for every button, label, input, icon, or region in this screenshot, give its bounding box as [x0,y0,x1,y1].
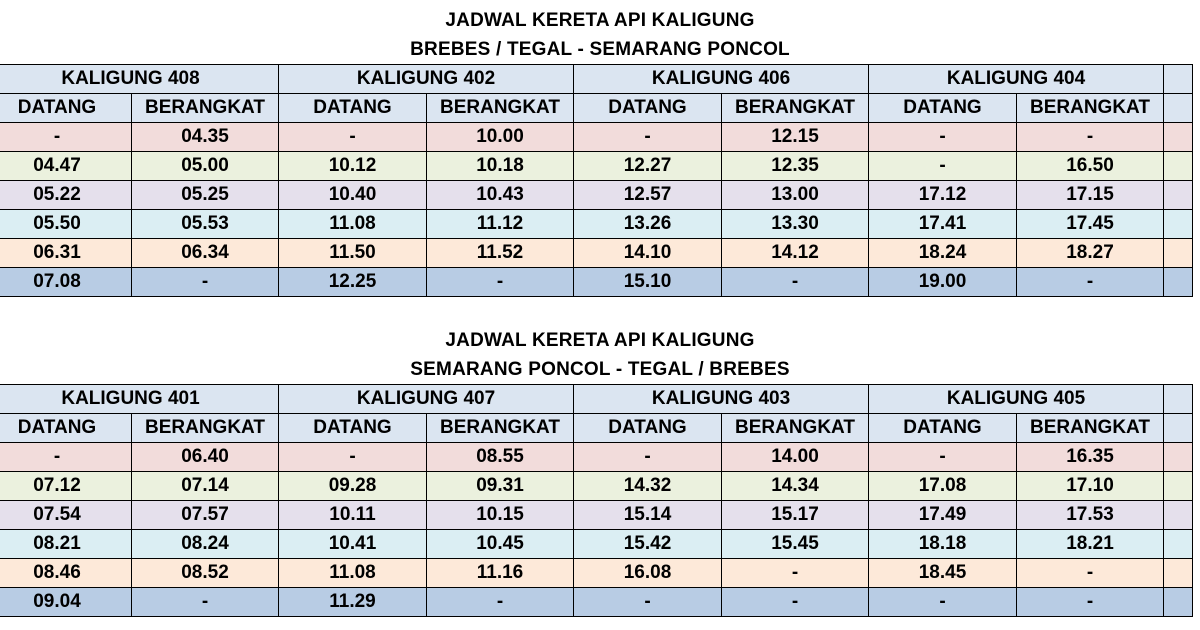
depart-time-cell: 10.43 [427,181,574,210]
table-cell [1164,152,1193,181]
table-cell [1164,588,1193,617]
arrive-time-cell: 17.12 [869,181,1017,210]
arrive-time-cell: 12.57 [574,181,722,210]
arrive-time-cell: 19.00 [869,268,1017,297]
depart-time-cell: - [1017,588,1164,617]
arrive-time-cell: 18.24 [869,239,1017,268]
depart-column-header: BERANGKAT [1017,414,1164,443]
arrive-column-header: DATANG [869,94,1017,123]
schedule-table [0,384,1193,617]
table-cell [1164,210,1193,239]
arrive-time-cell: 18.45 [869,559,1017,588]
depart-time-cell: 11.12 [427,210,574,239]
arrive-time-cell: 10.11 [279,501,427,530]
arrive-time-cell: - [869,443,1017,472]
arrive-column-header: DATANG [279,94,427,123]
depart-time-cell: 17.15 [1017,181,1164,210]
depart-time-cell: 07.14 [132,472,279,501]
arrive-time-cell: 10.12 [279,152,427,181]
train-name-header: KALIGUNG 401 [0,385,279,414]
arrive-time-cell: 15.14 [574,501,722,530]
depart-time-cell: 15.17 [722,501,869,530]
arrive-time-cell: 08.46 [0,559,132,588]
arrive-time-cell: - [574,588,722,617]
table-row [0,443,1193,472]
train-name-header: KALIGUNG 402 [279,65,574,94]
arrive-time-cell: 07.12 [0,472,132,501]
table-row [0,123,1193,152]
table-row [0,268,1193,297]
column-label-row [0,414,1193,443]
depart-time-cell: 06.40 [132,443,279,472]
table-row [0,152,1193,181]
table-cell [1164,65,1193,94]
table-cell [1164,181,1193,210]
depart-time-cell: - [427,268,574,297]
train-name-header: KALIGUNG 406 [574,65,869,94]
arrive-time-cell: 17.41 [869,210,1017,239]
arrive-time-cell: - [574,123,722,152]
table-cell [1164,268,1193,297]
arrive-time-cell: - [279,123,427,152]
arrive-column-header: DATANG [0,414,132,443]
depart-time-cell: - [1017,559,1164,588]
arrive-time-cell: 07.08 [0,268,132,297]
arrive-time-cell: 11.08 [279,559,427,588]
arrive-time-cell: 18.18 [869,530,1017,559]
schedule-title: JADWAL KERETA API KALIGUNG [445,330,755,351]
schedule-table [0,64,1193,297]
depart-time-cell: 16.35 [1017,443,1164,472]
train-name-header: KALIGUNG 403 [574,385,869,414]
route-subtitle: SEMARANG PONCOL - TEGAL / BREBES [410,359,790,380]
arrive-time-cell: 09.04 [0,588,132,617]
table-cell [1164,501,1193,530]
arrive-time-cell: 04.47 [0,152,132,181]
depart-column-header: BERANGKAT [1017,94,1164,123]
table-cell [1164,123,1193,152]
arrive-time-cell: 08.21 [0,530,132,559]
depart-time-cell: - [722,268,869,297]
depart-time-cell: 10.15 [427,501,574,530]
depart-time-cell: 13.00 [722,181,869,210]
depart-time-cell: 12.35 [722,152,869,181]
depart-time-cell: 13.30 [722,210,869,239]
table-row [0,501,1193,530]
arrive-time-cell: 05.22 [0,181,132,210]
arrive-time-cell: 05.50 [0,210,132,239]
depart-time-cell: 17.45 [1017,210,1164,239]
depart-column-header: BERANGKAT [427,94,574,123]
arrive-time-cell: 11.29 [279,588,427,617]
depart-time-cell: - [1017,268,1164,297]
depart-time-cell: 18.27 [1017,239,1164,268]
table-cell [1164,530,1193,559]
route-subtitle: BREBES / TEGAL - SEMARANG PONCOL [410,39,790,60]
arrive-time-cell: 10.40 [279,181,427,210]
arrive-time-cell: - [279,443,427,472]
depart-time-cell: 12.15 [722,123,869,152]
table-row [0,239,1193,268]
arrive-time-cell: 14.32 [574,472,722,501]
arrive-time-cell: 16.08 [574,559,722,588]
train-name-row [0,65,1193,94]
train-name-header: KALIGUNG 408 [0,65,279,94]
table-cell [1164,239,1193,268]
depart-column-header: BERANGKAT [132,94,279,123]
table-cell [1164,443,1193,472]
arrive-time-cell: 13.26 [574,210,722,239]
arrive-column-header: DATANG [574,94,722,123]
depart-column-header: BERANGKAT [722,94,869,123]
depart-time-cell: 15.45 [722,530,869,559]
table-row [0,181,1193,210]
arrive-column-header: DATANG [0,94,132,123]
arrive-time-cell: 10.41 [279,530,427,559]
train-name-row [0,385,1193,414]
depart-time-cell: 10.00 [427,123,574,152]
depart-column-header: BERANGKAT [722,414,869,443]
arrive-time-cell: 11.50 [279,239,427,268]
train-name-header: KALIGUNG 405 [869,385,1164,414]
table-cell [1164,559,1193,588]
arrive-time-cell: 11.08 [279,210,427,239]
depart-time-cell: 08.52 [132,559,279,588]
arrive-column-header: DATANG [574,414,722,443]
depart-time-cell: 16.50 [1017,152,1164,181]
depart-time-cell: - [427,588,574,617]
depart-time-cell: 14.34 [722,472,869,501]
table-cell [1164,414,1193,443]
arrive-time-cell: - [869,152,1017,181]
train-name-header: KALIGUNG 404 [869,65,1164,94]
depart-time-cell: 11.52 [427,239,574,268]
arrive-time-cell: - [574,443,722,472]
arrive-time-cell: - [0,443,132,472]
depart-time-cell: 18.21 [1017,530,1164,559]
arrive-time-cell: 06.31 [0,239,132,268]
arrive-time-cell: 07.54 [0,501,132,530]
depart-time-cell: 11.16 [427,559,574,588]
depart-time-cell: - [1017,123,1164,152]
depart-column-header: BERANGKAT [427,414,574,443]
depart-time-cell: 17.10 [1017,472,1164,501]
depart-time-cell: 04.35 [132,123,279,152]
table-cell [1164,472,1193,501]
arrive-time-cell: 15.10 [574,268,722,297]
depart-time-cell: 07.57 [132,501,279,530]
depart-time-cell: 14.00 [722,443,869,472]
column-label-row [0,94,1193,123]
arrive-time-cell: 17.08 [869,472,1017,501]
table-row [0,530,1193,559]
arrive-time-cell: 12.27 [574,152,722,181]
depart-time-cell: 06.34 [132,239,279,268]
depart-time-cell: 05.00 [132,152,279,181]
depart-time-cell: - [132,588,279,617]
depart-time-cell: 10.45 [427,530,574,559]
schedule-title: JADWAL KERETA API KALIGUNG [445,10,755,31]
arrive-column-header: DATANG [279,414,427,443]
depart-time-cell: - [722,559,869,588]
depart-time-cell: - [132,268,279,297]
train-name-header: KALIGUNG 407 [279,385,574,414]
depart-column-header: BERANGKAT [132,414,279,443]
arrive-time-cell: 12.25 [279,268,427,297]
arrive-time-cell: - [869,123,1017,152]
schedule-section-2 [0,320,1200,617]
depart-time-cell: 14.12 [722,239,869,268]
depart-time-cell: 10.18 [427,152,574,181]
table-row [0,210,1193,239]
arrive-time-cell: 15.42 [574,530,722,559]
depart-time-cell: 08.55 [427,443,574,472]
depart-time-cell: 09.31 [427,472,574,501]
arrive-time-cell: - [869,588,1017,617]
depart-time-cell: 05.53 [132,210,279,239]
table-row [0,588,1193,617]
table-row [0,472,1193,501]
schedule-section-1 [0,0,1200,297]
depart-time-cell: - [722,588,869,617]
table-cell [1164,94,1193,123]
arrive-column-header: DATANG [869,414,1017,443]
arrive-time-cell: 14.10 [574,239,722,268]
table-row [0,559,1193,588]
arrive-time-cell: - [0,123,132,152]
depart-time-cell: 05.25 [132,181,279,210]
arrive-time-cell: 09.28 [279,472,427,501]
depart-time-cell: 08.24 [132,530,279,559]
arrive-time-cell: 17.49 [869,501,1017,530]
table-cell [1164,385,1193,414]
depart-time-cell: 17.53 [1017,501,1164,530]
